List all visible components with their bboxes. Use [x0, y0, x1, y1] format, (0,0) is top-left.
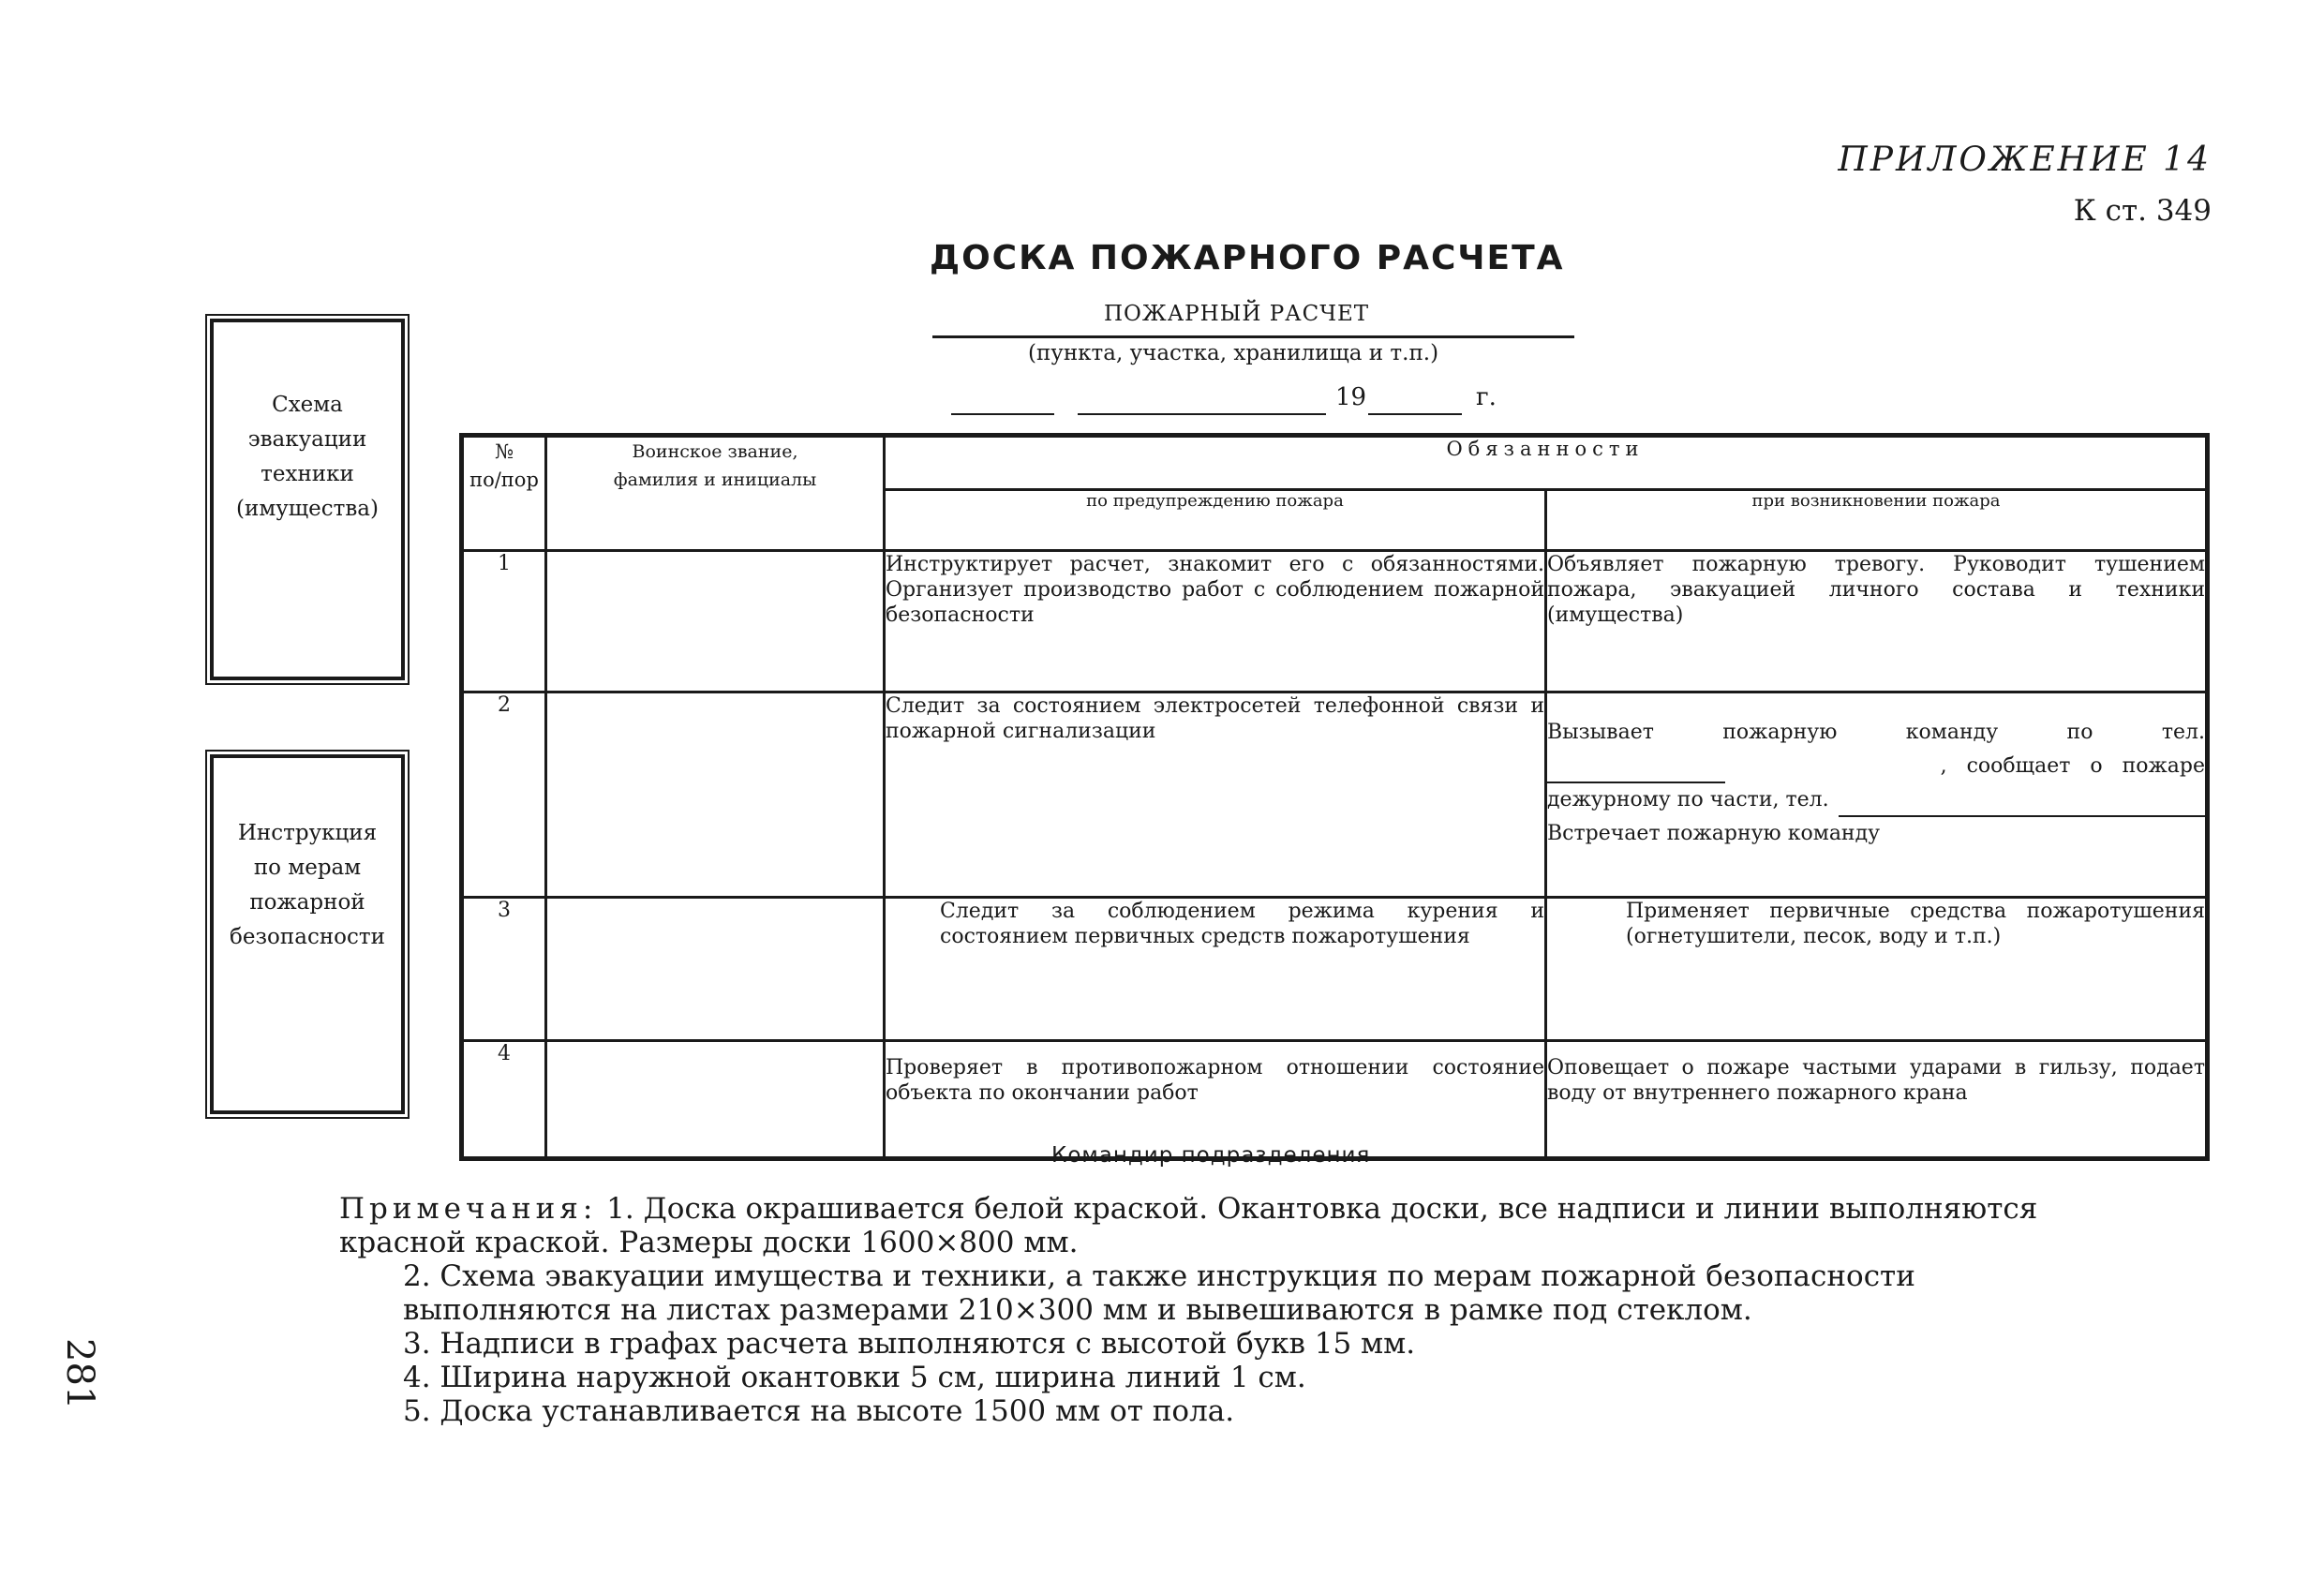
prevent-duty: Инструктирует расчет, знакомит его с обязанностями. Организует производство работ с соблюдением пожарной безопасности	[885, 551, 1546, 692]
fire-duty-text: дежурному по части, тел.	[1547, 788, 1829, 811]
fire-duty-line: Встречает пожарную команду	[1547, 822, 1881, 845]
calc-title-underline	[932, 335, 1574, 338]
col-number-line2: по/пор	[469, 469, 539, 491]
phone-blank	[1547, 765, 1725, 783]
fire-crew-table	[459, 433, 2210, 1161]
col-number-header	[462, 436, 546, 551]
year-suffix: г.	[1476, 383, 1497, 411]
col-fire-header: при возникновении пожара	[1546, 490, 2208, 551]
document-title: ДОСКА ПОЖАРНОГО РАСЧЕТА	[930, 239, 1565, 277]
note-3: 3. Надписи в графах расчета выполняются с высотой букв 15 мм.	[403, 1327, 1416, 1361]
row-number: 3	[462, 898, 546, 1041]
box-line: техники	[261, 462, 354, 486]
box-line: Схема	[272, 393, 343, 417]
prevent-duty: Следит за состоянием электросетей телефонной связи и пожарной сигнализации	[885, 692, 1546, 898]
row-number: 1	[462, 551, 546, 692]
box-line: пожарной	[249, 890, 365, 915]
month-blank	[1078, 413, 1326, 415]
fire-duty: Оповещает о пожаре частыми ударами в гильзу, подает воду от внутреннего пожарного крана	[1546, 1041, 2208, 1159]
row-number: 4	[462, 1041, 546, 1159]
col-duties-header: Обязанности	[885, 436, 2208, 490]
calc-subtitle: (пункта, участка, хранилища и т.п.)	[1028, 341, 1439, 365]
safety-instruction-box	[210, 754, 405, 1114]
box-line: эвакуации	[247, 427, 367, 452]
year-prefix: 19	[1335, 383, 1367, 411]
fire-duty	[1546, 692, 2208, 898]
col-name-header	[546, 436, 885, 551]
fire-duty-line: Вызывает пожарную команду по тел.	[1547, 721, 2205, 744]
table-row	[462, 692, 2208, 898]
col-prevent-header: по предупреждению пожара	[885, 490, 1546, 551]
fire-duty: Применяет первичные средства пожаротушения (огнетушители, песок, воду и т.п.)	[1546, 898, 2208, 1041]
fire-duty-line	[1547, 750, 2205, 783]
col-name-line1: Воинское звание,	[632, 441, 798, 462]
box-line: Инструкция	[237, 821, 378, 845]
commander-signature-label: Командир подразделения	[1051, 1143, 1371, 1168]
page-number: 281	[58, 1338, 101, 1410]
name-cell	[546, 692, 885, 898]
box-line: по мерам	[253, 856, 362, 880]
box-line: (имущества)	[236, 497, 379, 521]
duty-phone-blank	[1839, 798, 2205, 817]
notes-section	[339, 1192, 2045, 1428]
note-1-text: 1. Доска окрашивается белой краской. Окантовка доски, все надписи и линии выполняются красной краской. Размеры доски 1600×800 мм.	[339, 1192, 2038, 1259]
fire-duty-text: , сообщает о пожаре	[1940, 754, 2205, 778]
name-cell	[546, 551, 885, 692]
date-line	[951, 380, 1513, 417]
note-4: 4. Ширина наружной окантовки 5 см, ширина линий 1 см.	[403, 1361, 1306, 1394]
col-name-line2: фамилия и инициалы	[613, 469, 817, 490]
page-reference: К ст. 349	[2073, 194, 2212, 228]
year-blank	[1368, 413, 1462, 415]
appendix-label: ПРИЛОЖЕНИЕ 14	[1838, 141, 2212, 179]
day-blank	[951, 413, 1054, 415]
note-5: 5. Доска устанавливается на высоте 1500 мм от пола.	[403, 1394, 1235, 1428]
col-number-line1: №	[495, 440, 514, 463]
evacuation-scheme-box	[210, 319, 405, 680]
name-cell	[546, 898, 885, 1041]
table-row	[462, 1041, 2208, 1159]
notes-label: Примечания:	[339, 1192, 598, 1226]
prevent-duty: Следит за соблюдением режима курения и состоянием первичных средств пожаротушения	[885, 898, 1546, 1041]
note-1	[339, 1192, 2045, 1259]
table-row	[462, 551, 2208, 692]
row-number: 2	[462, 692, 546, 898]
prevent-duty: Проверяет в противопожарном отношении состояние объекта по окончании работ	[885, 1041, 1546, 1159]
fire-duty-line	[1547, 783, 2205, 817]
note-2: 2. Схема эвакуации имущества и техники, а также инструкция по мерам пожарной безопасности выполняются на листах размерами 210×300 мм и вывешиваются в рамке под стеклом.	[403, 1259, 1915, 1327]
calc-title: ПОЖАРНЫЙ РАСЧЕТ	[1104, 302, 1370, 326]
fire-duty: Объявляет пожарную тревогу. Руководит тушением пожара, эвакуацией личного состава и техники (имущества)	[1546, 551, 2208, 692]
box-line: безопасности	[230, 925, 385, 949]
name-cell	[546, 1041, 885, 1159]
table-row	[462, 898, 2208, 1041]
